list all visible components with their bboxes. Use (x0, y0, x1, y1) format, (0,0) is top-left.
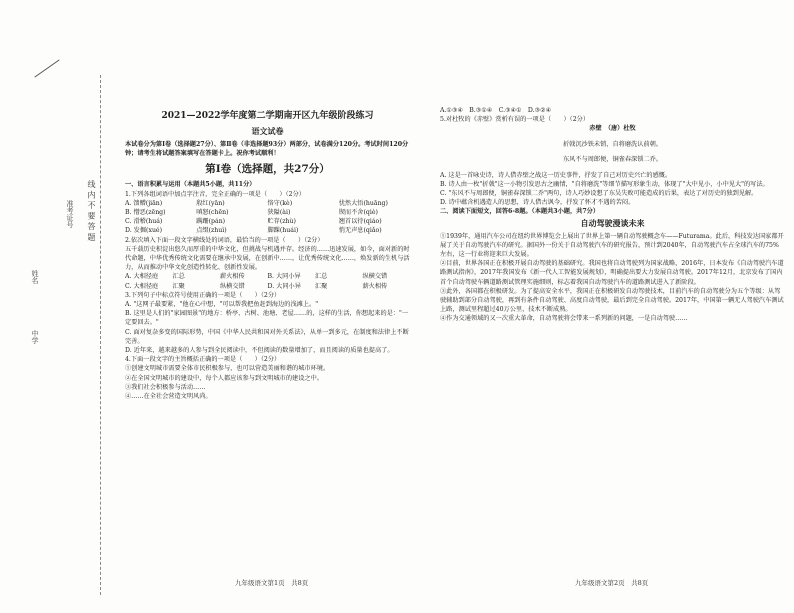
poem-lines (440, 140, 785, 165)
option-row (125, 272, 410, 281)
right-content (440, 106, 785, 324)
q1-options (125, 199, 410, 236)
left-content (125, 110, 410, 401)
part1-heading: 一、语言积累与运用（本题共5小题，共11分） (125, 181, 256, 189)
q1: 1.下列各组词语中加点字注音，完全正确的一项是（ ）（2分） (125, 190, 305, 198)
article-title: 自动驾驶漫谈未来 (580, 217, 645, 228)
text-line: ③此外，各国都在积极研发。为了提高安全水平，我国正在积极研发自动驾驶技术，目前汽车的自动驾驶分为五个等级：从驾驶辅助到部分自动驾驶，再到有条件自动驾驶、高度自动驾驶，最后到完全自动驾驶。2017年，中国第一辆无人驾驶汽车测试上路，测试里程超过40万公里，技术不断成熟。 (440, 287, 784, 314)
q2-options (125, 272, 410, 290)
text-line: B. 诗人由一枚"折戟"这一小物引发思古之幽情，"自将磨洗"等细节描写形象生动，体现了"大中见小，小中见大"的写法。 (440, 180, 769, 188)
text-line: C. 面对复杂多变的国际形势，中国《中华人民共和国对外关系法》，从单一到多元，在制度和法律上不断完善。 (125, 328, 409, 345)
option-cell: 殷红(yān) (196, 199, 225, 207)
option-cell: 点缀(zhuì) (196, 227, 227, 235)
option-cell: 薪火相传 (362, 282, 388, 290)
text-line: C. "东风不与周郎便，铜雀春深锁二乔"两句，诗人巧妙设想了东吴失败可能造成的后果，表达了对历史的独到见解。 (440, 189, 758, 197)
option-cell: 贮存(zhù) (267, 218, 296, 226)
q2-text: 五千载历史积淀出悠久而厚重的中华文化，但挑战与机遇并存。经济的……迅速发展，如今，面对新的时代命题，中华优秀传统文化需要在继承中发展，在创新中……，让优秀传统文化……，焕发新的生机与活力，从而推动中华文化创造性转化、创新性发展。 (125, 245, 410, 272)
option-cell: 汇总 (315, 273, 328, 281)
exam-title: 2021—2022学年度第二学期南开区九年级阶段练习 (161, 111, 374, 121)
text-line: ①1939年，通用汽车公司在纽约世界博览会上展出了世界上第一辆自动驾驶概念车——Futurama。此后，科技发达国家都开展了关于自动驾驶汽车的研究。据国外一份关于自动驾驶汽车的研究报告，预计到2040年，自动驾驶汽车占全球汽车的75%左右，这一行业将迎来巨大发展。 (440, 232, 784, 258)
q3-options (125, 300, 410, 355)
text-line: 折戟沉沙铁未销，自将磨洗认前朝。 (563, 140, 662, 148)
option-cell: 蹒跚(pán) (196, 218, 226, 226)
option-cell: A. 馈赠(jiān) (125, 199, 163, 207)
binding-line (100, 75, 102, 595)
text-line: D. 诗中蕴含机遇造人的思想，诗人借古讽今，抒发了怀才不遇的苦闷。 (440, 199, 635, 207)
text-line: ③我们社会积极参与活动…… (125, 383, 206, 391)
option-cell: 汇聚 (315, 282, 328, 290)
option-cell: B. 大同小异 (267, 273, 301, 281)
text-line: A. 这是一首咏史诗，诗人借赤壁之战这一历史事件，抒发了自己对历史兴亡的感慨。 (440, 171, 672, 179)
gutter-school: 中学 (31, 330, 39, 344)
option-cell: 忧然大悟(huāng) (338, 199, 388, 207)
text-line: D. 近年来，越来越多的人参与到全民阅读中，不但阅读的数量增加了，而且阅读的质量也提高了。 (125, 347, 394, 355)
option-cell: 薪火相传 (220, 273, 245, 281)
gutter-line-marks: 线 内 不 要 答 题 (87, 180, 96, 241)
text-line: ②在全国文明城市的建设中，每个人都应该参与到文明城市的建设之中。 (125, 374, 323, 382)
option-cell: C. 大相径庭 (125, 282, 159, 290)
option-row (125, 282, 410, 291)
q4-options (125, 364, 410, 401)
q4: 4.下面一段文字的主旨概括正确的一项是（ ）（2分） (125, 356, 281, 364)
option-row (125, 226, 410, 235)
gutter-name: 姓名 (31, 270, 39, 284)
option-cell: 锲而不舍(qiè) (338, 209, 378, 217)
right-page (420, 0, 794, 613)
option-cell: 脚踝(huái) (267, 227, 299, 235)
text-line: ①创建文明城市需要全体市民积极参与，也可以营造美丽和谐的城市环境。 (125, 365, 330, 373)
option-row (125, 217, 410, 226)
option-cell: 嗔怒(chēn) (196, 209, 229, 217)
option-cell: C. 滑稽(huá) (125, 218, 163, 226)
option-cell: D. 发掘(xué) (125, 227, 163, 235)
text-line: A. "这网子最要紧，"他在心中想，"可以帮我把鱼赶到海边的浅滩上。" (125, 301, 319, 309)
q5: 5.对杜牧的《赤壁》赏析有误的一项是（ ）（2分） (440, 116, 590, 124)
article-body (440, 232, 785, 324)
section-title: 第Ⅰ卷（选择题，共27分） (205, 163, 330, 176)
option-cell: B. 憎恶(zēng) (125, 209, 166, 217)
q2: 2.依次填入下面一段文字横线处的词语，最恰当的一项是（ ）（2分） (125, 236, 324, 244)
option-cell: D. 大同小异 (267, 282, 301, 290)
text-line: ④……在全社会营造文明风尚。 (125, 393, 212, 401)
option-cell: 纵横交错 (362, 273, 388, 281)
option-row (125, 208, 410, 217)
option-cell: A. 大相径庭 (125, 273, 159, 281)
option-cell: 汇聚 (172, 282, 185, 290)
q3: 3.下列句子中标点符号使用正确的一项是（ ）（2分） (125, 291, 281, 299)
q4-choices: A.①③④ B.③①④ C.③④① D.③②④ (440, 107, 552, 114)
fold-mark (34, 59, 59, 77)
text-line: ②目前，世界各国正在积极开展自动驾驶的基础研究。我国也将自动驾驶列为国家战略，2016年，日本发布《自动驾驶汽车道路测试指南》，2017年我国发布《新一代人工智能发展规划》，明确提出要大力发展自动驾驶。2017年12月，北京发布了国内首个自动驾驶车辆道路测试管理实施细则，标志着我国自动驾驶汽车的道路测试进入了新阶段。 (440, 260, 784, 286)
instructions: 本试卷分为第Ⅰ卷（选择题27分）、第Ⅱ卷（非选择题93分）两部分，试卷满分120分。考试时间120分钟；请考生将试题答案填写在答题卡上。祝你考试顺利！ (125, 141, 409, 158)
poem-title: 赤壁 （唐）杜牧 (589, 125, 636, 133)
part2-heading: 二、阅读下面短文，回答6-8题。（本题共3小题，共7分） (440, 208, 600, 216)
option-cell: 纵横交错 (220, 282, 245, 290)
gutter-exam-no: 准考证号 (66, 200, 74, 228)
option-cell: 狭隘(ài) (267, 209, 291, 217)
text-line: B. 这里是人们的"家园图景"的地方：桥亭、古树、池塘、老屋……的，这样的生活，你想起来的是："一定要回去。" (125, 310, 409, 327)
option-cell: 恪守(kè) (267, 199, 293, 207)
option-cell: 翘首以待(qiáo) (338, 218, 382, 226)
right-footer: 九年级语文第2页 共8页 (575, 579, 649, 587)
option-cell: 汇总 (172, 273, 185, 281)
text-line: 东风不与周郎便，铜雀春深锁二乔。 (563, 156, 662, 164)
option-row (125, 199, 410, 208)
text-line: ④作为交通领域的又一次重大革命，自动驾驶将会带来一系列新的问题，一是自动驾驶…… (440, 315, 688, 323)
option-cell: 悄无声息(qiǎo) (338, 227, 382, 235)
left-footer: 九年级语文第1页 共8页 (235, 579, 309, 587)
exam-subtitle: 语文试卷 (251, 126, 284, 136)
q5-options (440, 171, 785, 208)
